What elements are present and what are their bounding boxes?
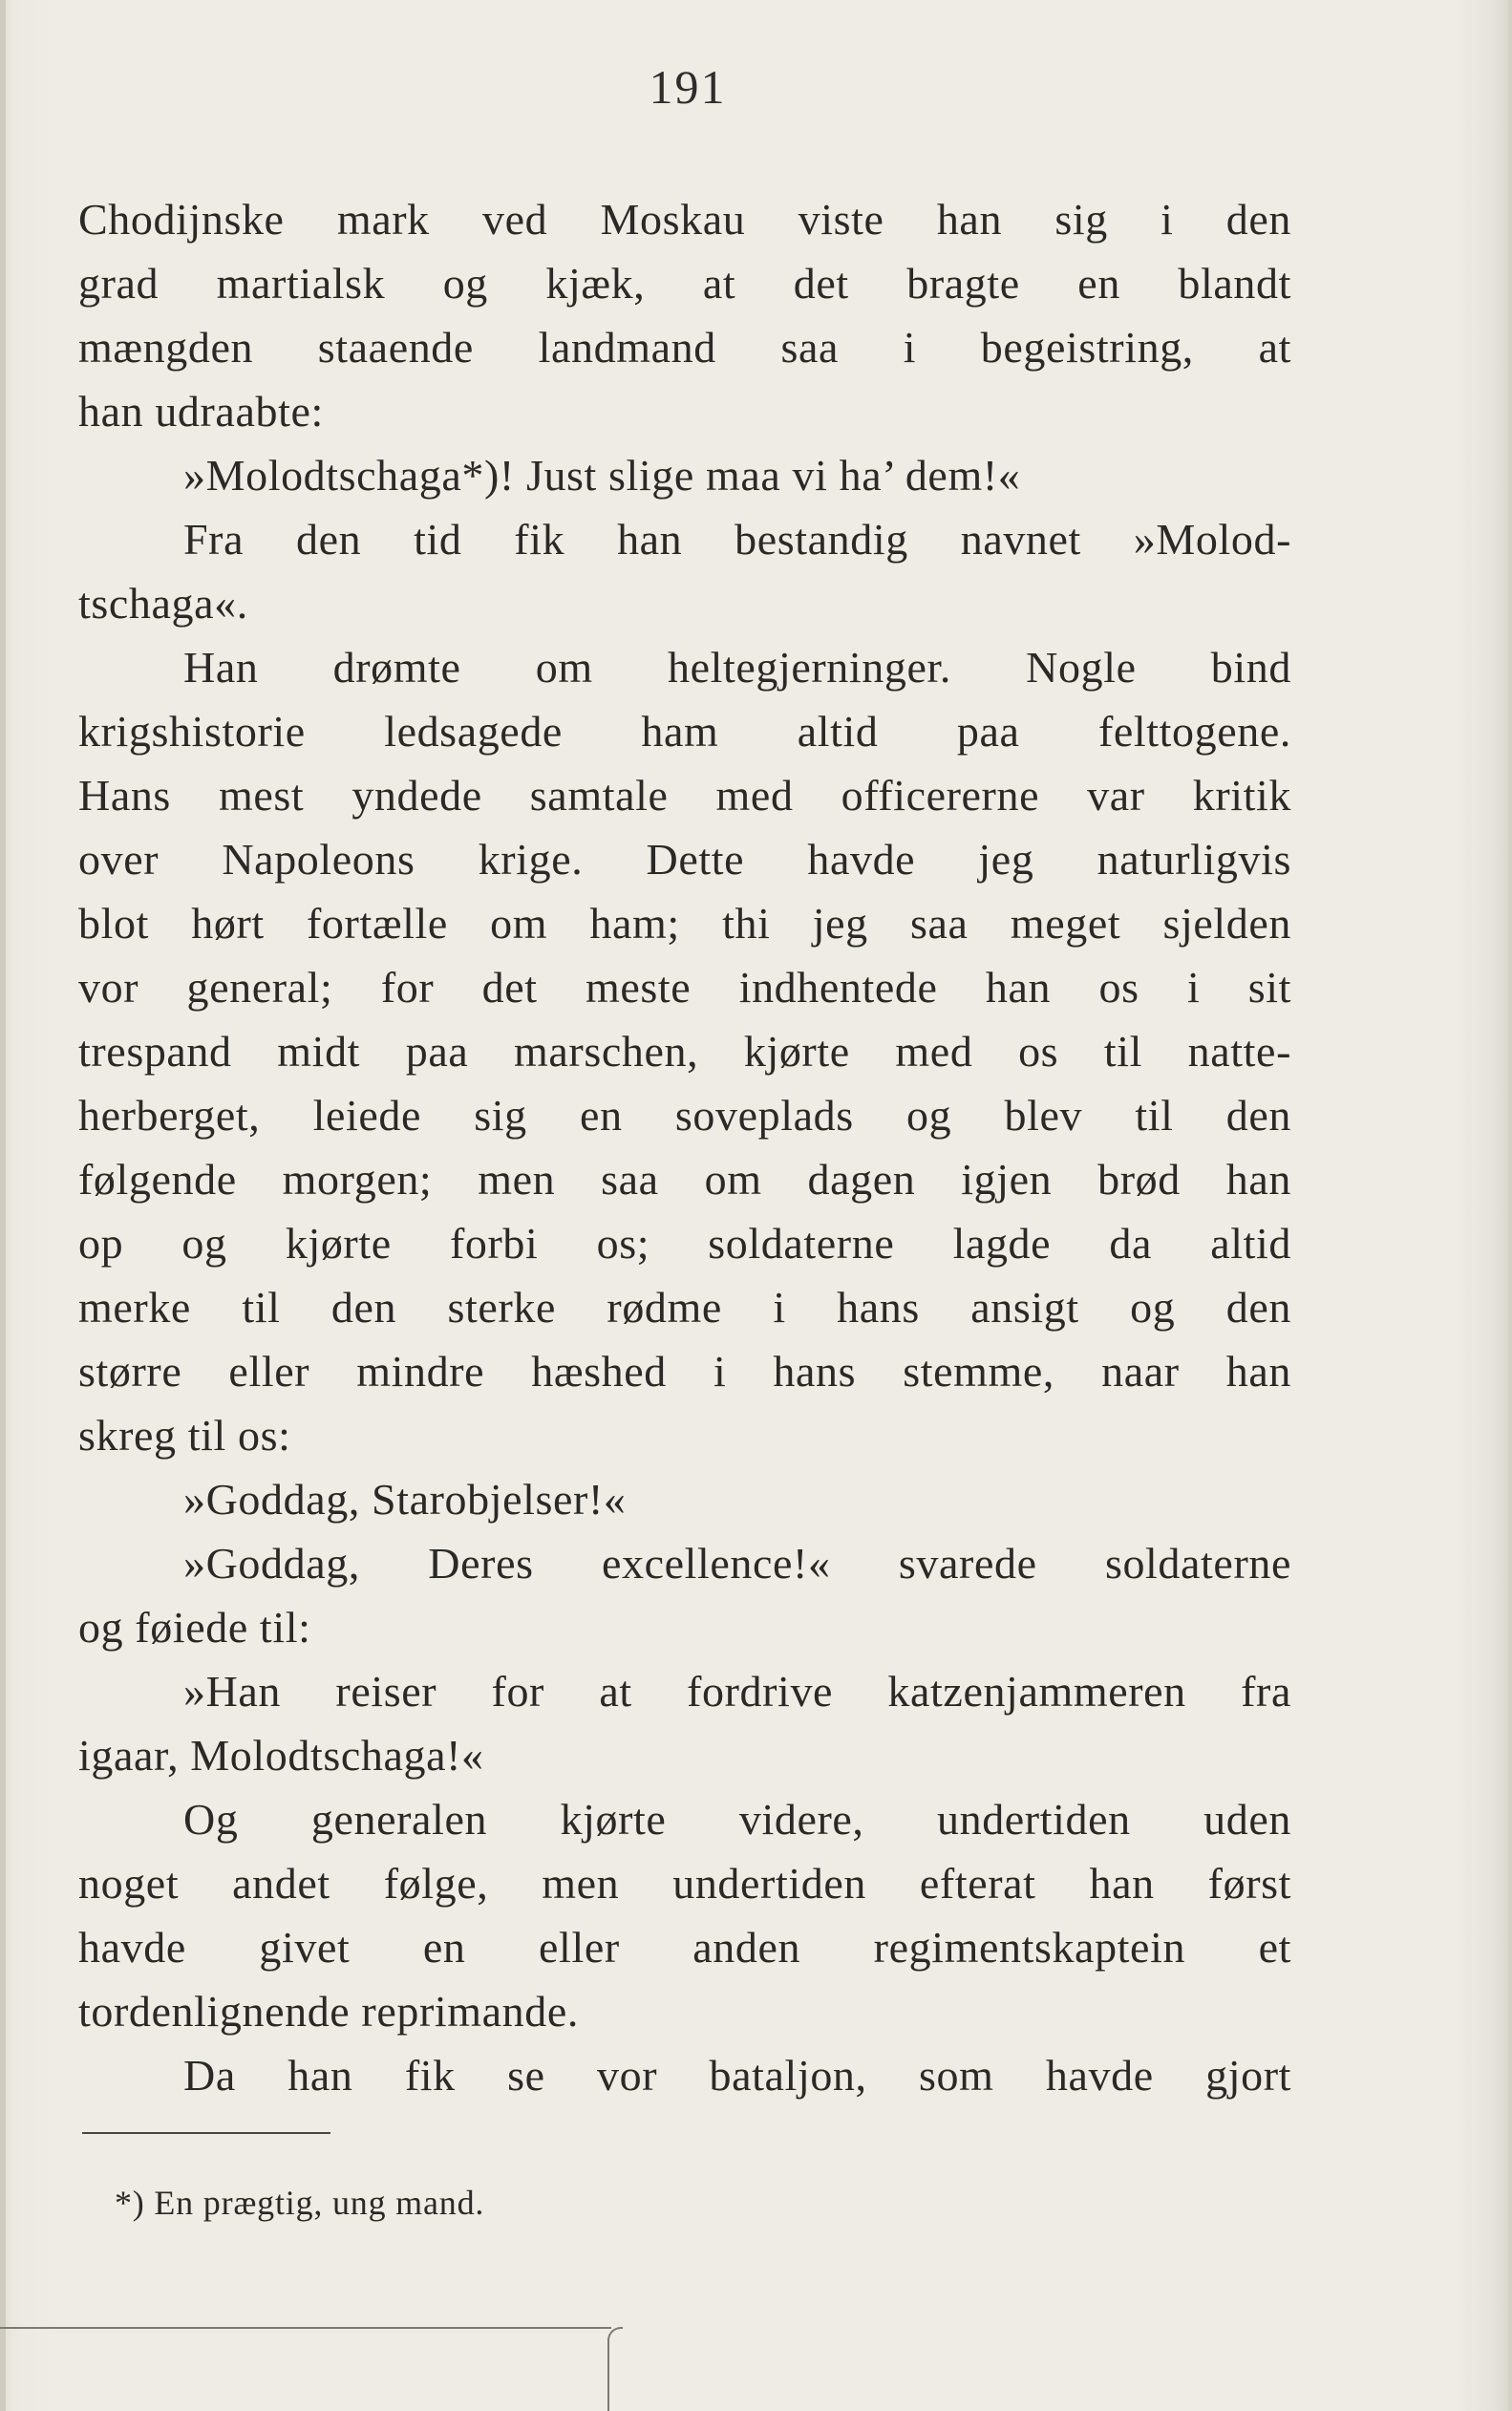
text-line: »Han reiser for at fordrive katzenjammeren fra — [183, 1667, 1291, 1716]
body-text — [78, 187, 1291, 2107]
text-line: »Goddag, Deres excellence!« svarede soldaterne — [183, 1539, 1291, 1588]
text-line: »Molodtschaga*)! Just slige maa vi ha’ dem!« — [183, 451, 1021, 500]
text-line: vor general; for det meste indhentede han os i sit — [78, 963, 1291, 1012]
text-line: tordenlignende reprimande. — [78, 1987, 579, 2036]
text-line: merke til den sterke rødme i hans ansigt og den — [78, 1283, 1291, 1332]
text-line: mængden staaende landmand saa i begeistring, at — [78, 323, 1291, 372]
text-line: over Napoleons krige. Dette havde jeg naturligvis — [78, 835, 1291, 884]
text-line: han udraabte: — [78, 387, 324, 436]
bottom-page-line — [0, 2327, 611, 2329]
text-line: større eller mindre hæshed i hans stemme, naar han — [78, 1347, 1291, 1396]
text-line: herberget, leiede sig en soveplads og blev til den — [78, 1091, 1291, 1140]
text-line: noget andet følge, men undertiden efterat han først — [78, 1859, 1291, 1908]
page-number: 191 — [649, 60, 727, 114]
page-edge-right — [1508, 0, 1512, 2411]
text-line: igaar, Molodtschaga!« — [78, 1731, 484, 1780]
text-line: Og generalen kjørte videre, undertiden uden — [183, 1795, 1291, 1844]
footnote: *) En prægtig, ung mand. — [115, 2184, 485, 2222]
text-line: Chodijnske mark ved Moskau viste han sig i den — [78, 195, 1291, 244]
text-line: Han drømte om heltegjerninger. Nogle bind — [183, 643, 1291, 692]
text-line: krigshistorie ledsagede ham altid paa felttogene. — [78, 707, 1291, 756]
bottom-page-fold — [607, 2327, 623, 2411]
text-line: trespand midt paa marschen, kjørte med os til natte- — [78, 1027, 1291, 1076]
text-line: havde givet en eller anden regimentskaptein et — [78, 1923, 1291, 1972]
text-line: »Goddag, Starobjelser!« — [183, 1475, 627, 1524]
footnote-rule — [82, 2132, 330, 2134]
text-line: grad martialsk og kjæk, at det bragte en blandt — [78, 259, 1291, 308]
text-line: Fra den tid fik han bestandig navnet »Molod- — [183, 515, 1291, 564]
text-line: Hans mest yndede samtale med officererne var kritik — [78, 771, 1291, 820]
text-line: tschaga«. — [78, 579, 248, 628]
text-line: op og kjørte forbi os; soldaterne lagde da altid — [78, 1219, 1291, 1268]
text-line: følgende morgen; men saa om dagen igjen brød han — [78, 1155, 1291, 1204]
text-line: skreg til os: — [78, 1411, 291, 1460]
text-line: Da han fik se vor bataljon, som havde gjort — [183, 2051, 1291, 2100]
text-line: og føiede til: — [78, 1603, 311, 1652]
text-line: blot hørt fortælle om ham; thi jeg saa meget sjelden — [78, 899, 1291, 948]
page-edge-left — [0, 0, 6, 2411]
